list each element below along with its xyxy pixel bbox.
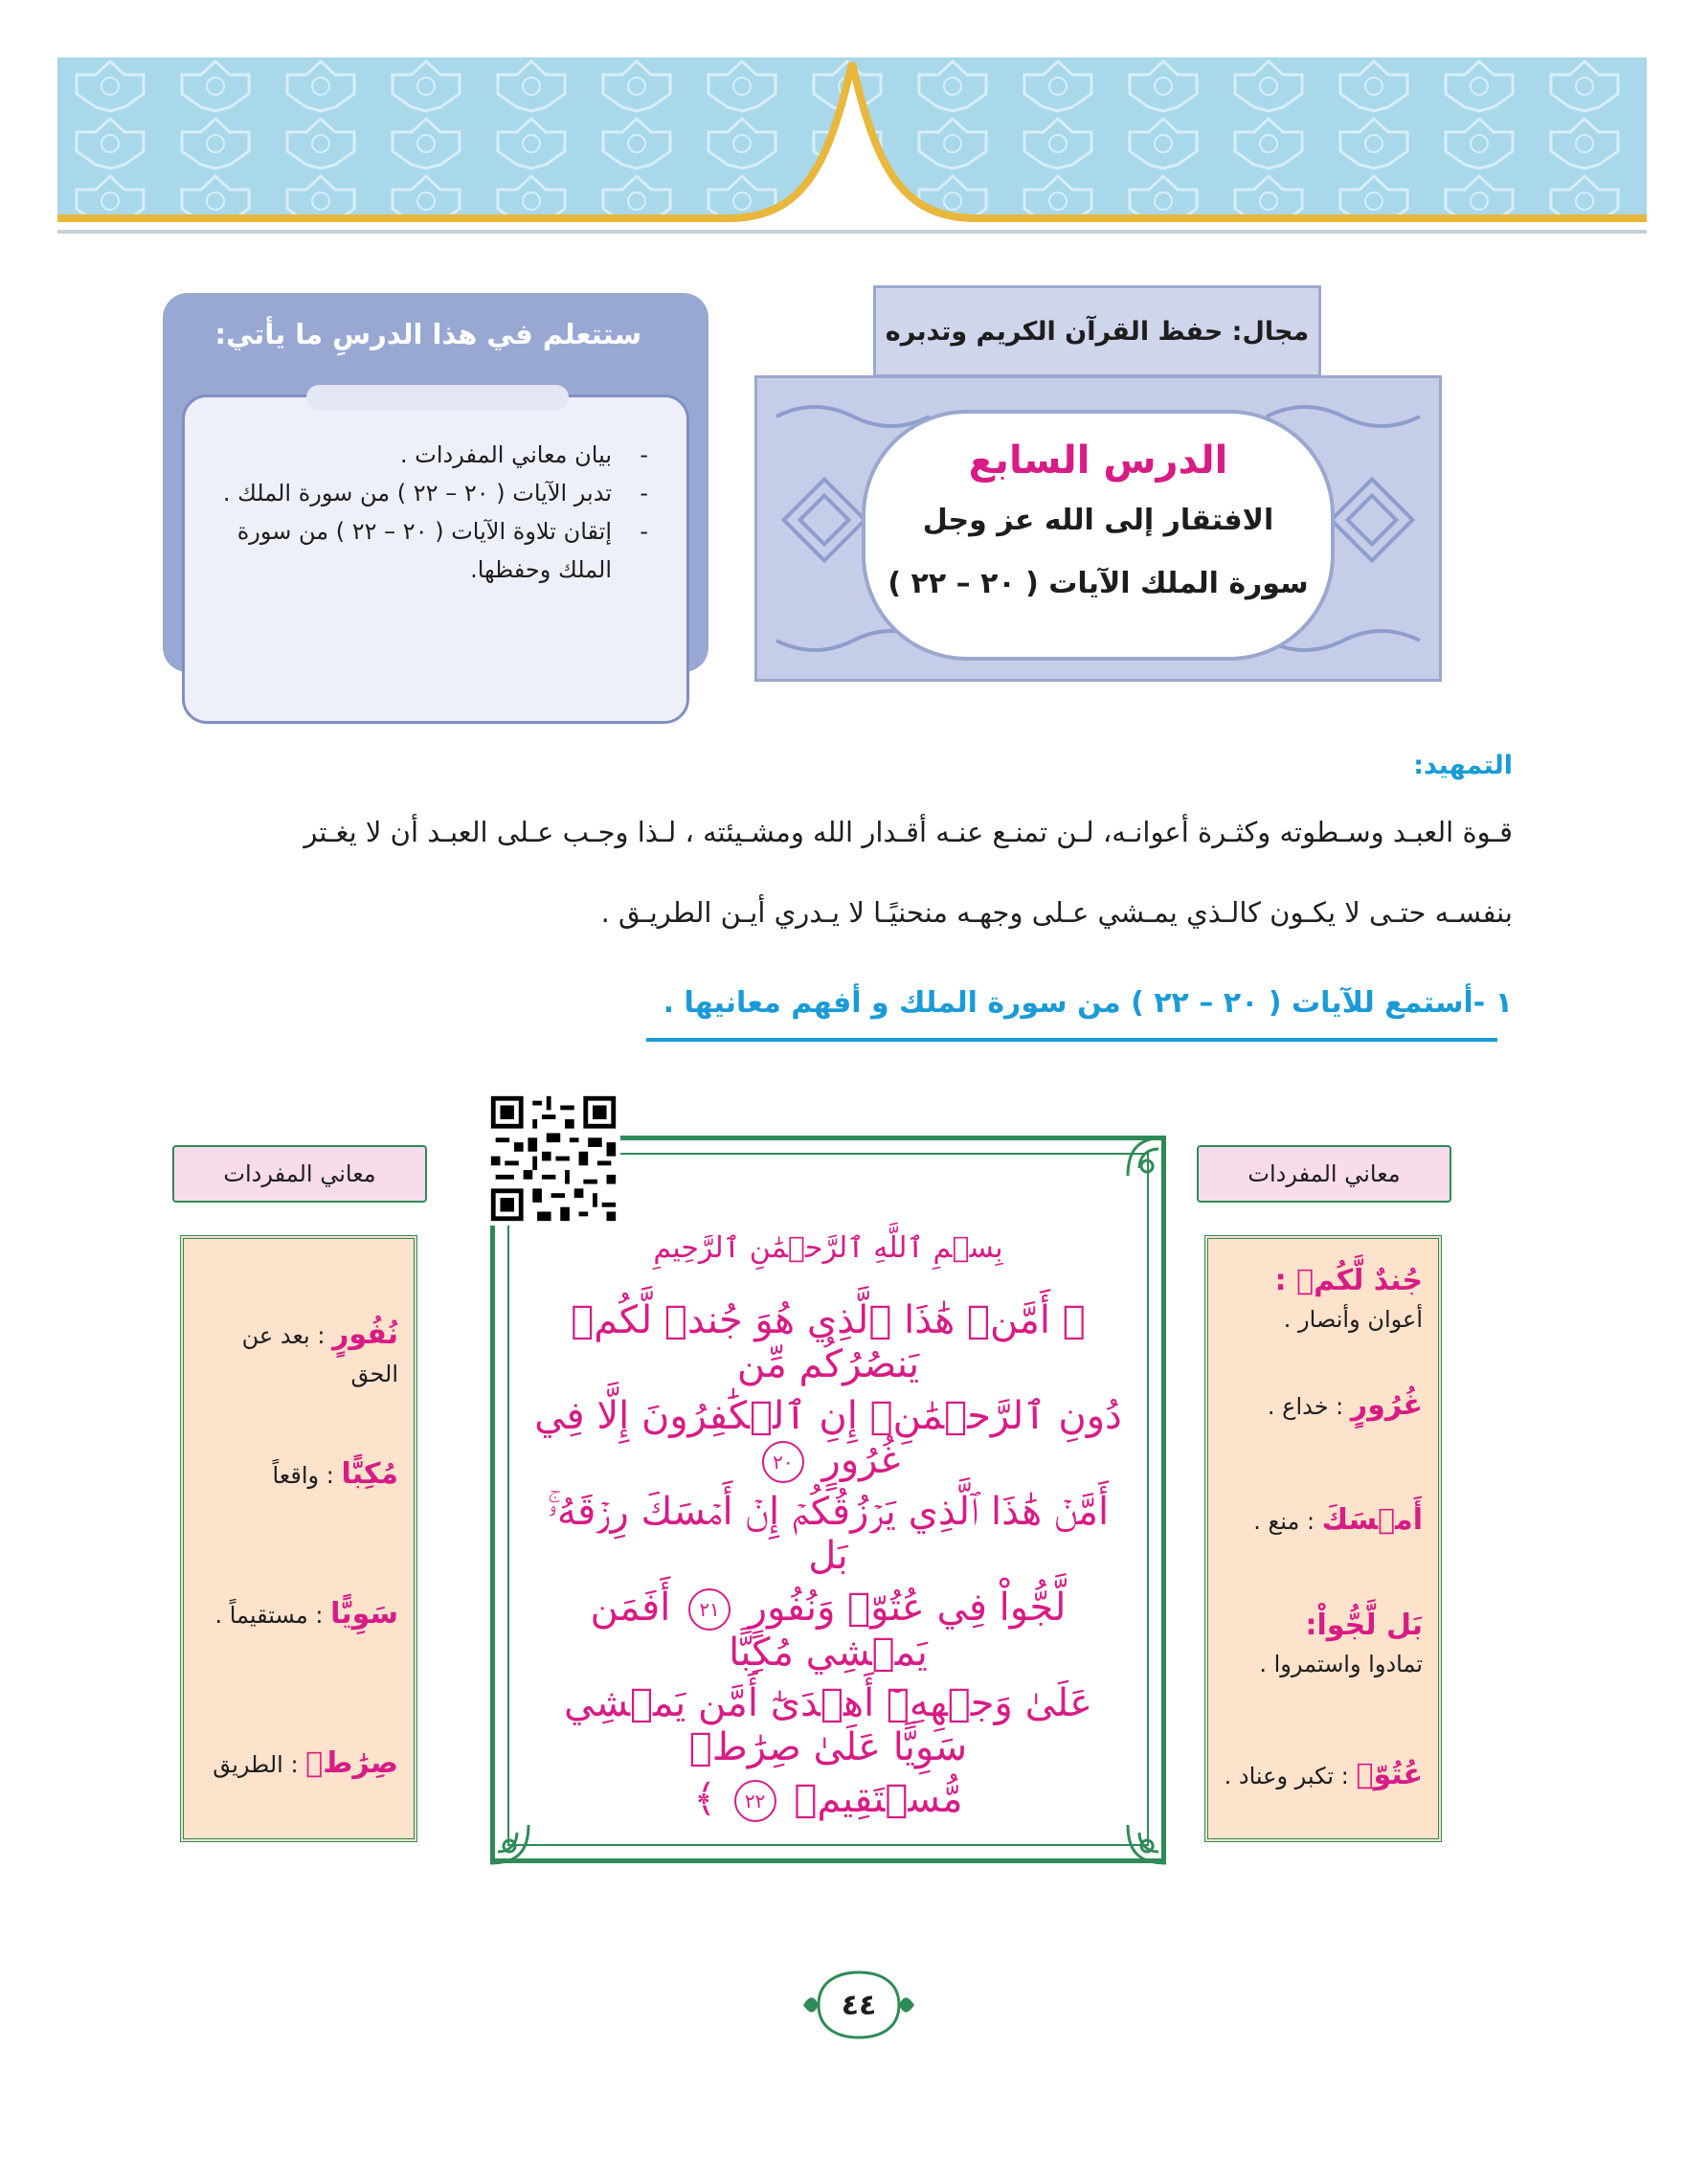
corner-swirl-icon <box>483 1817 536 1871</box>
meaning-definition: : واقعاً <box>272 1462 334 1489</box>
meaning-item <box>193 1745 398 1784</box>
verse-line: عَلَىٰ وَجۡهِهِۦٓ أَهۡدَىٰٓ أَمَّن يَمۡشِي سَوِيًّا عَلَىٰ صِرَٰطٖ <box>563 1681 1093 1769</box>
section-heading: ١ -أستمع للآيات ( ٢٠ – ٢٢ ) من سورة الملك و أفهم معانيها . <box>663 986 1513 1020</box>
meaning-word: غُرُورٍ <box>1350 1388 1423 1422</box>
meanings-left-panel <box>180 1235 417 1842</box>
meaning-word: نُفُورٍ <box>332 1317 398 1351</box>
meaning-definition: : منع . <box>1253 1508 1315 1535</box>
meaning-word: صِرَٰطٖ <box>305 1746 398 1780</box>
section-underline <box>646 1038 1497 1042</box>
meaning-word: عُتُوّٖ <box>1356 1758 1423 1791</box>
corner-swirl-icon <box>1120 1817 1174 1871</box>
verse-line: ﴿ أَمَّنۡ هَٰذَا ٱلَّذِي هُوَ جُندٞ لَّكُمۡ يَنصُرُكُم مِّن <box>571 1298 1086 1386</box>
field-label: مجال: حفظ القرآن الكريم وتدبره <box>885 316 1310 347</box>
meaning-item <box>1218 1262 1423 1339</box>
lesson-topic: الافتقار إلى الله عز وجل <box>922 504 1274 537</box>
basmala: بِسۡمِ ٱللَّهِ ٱلرَّحۡمَٰنِ ٱلرَّحِيمِ <box>653 1231 1003 1265</box>
ayah-number-badge: ٢٢ <box>734 1780 776 1822</box>
intro-title: التمهيد: <box>1413 751 1513 780</box>
meanings-right-header <box>1197 1145 1451 1203</box>
meaning-definition: تمادوا واستمروا . <box>1259 1651 1423 1677</box>
verse-line <box>525 1586 1132 1675</box>
lesson-title-card <box>862 410 1335 661</box>
verse-line <box>525 1777 1132 1822</box>
header-banner <box>57 57 1647 239</box>
meaning-item <box>1218 1756 1423 1795</box>
meaning-word: أَمۡسَكَ <box>1321 1503 1423 1537</box>
meanings-left-header <box>172 1145 427 1203</box>
corner-swirl-icon <box>1120 1130 1174 1183</box>
qr-code[interactable] <box>486 1092 620 1226</box>
meaning-item <box>193 1455 398 1495</box>
objective-item: - إتقان تلاوة الآيات ( ٢٠ – ٢٢ ) من سورة الملك وحفظها. <box>210 512 652 589</box>
objective-item: - بيان معاني المفردات . <box>210 436 652 474</box>
objectives-list-panel <box>182 394 689 724</box>
lesson-surah: سورة الملك الآيات ( ٢٠ – ٢٢ ) <box>888 567 1309 600</box>
objectives-box <box>163 293 708 672</box>
verse-line <box>525 1394 1132 1483</box>
verse-line: أَمَّنۡ هَٰذَا ٱلَّذِي يَرۡزُقُكُمۡ إِنۡ أَمۡسَكَ رِزۡقَهُۥۚ بَل <box>547 1490 1110 1578</box>
page-number: ٤٤ <box>841 1988 877 2022</box>
ayah-number-badge: ٢١ <box>688 1588 730 1631</box>
verse-text: مُّسۡتَقِيمٖ <box>794 1777 963 1821</box>
meaning-item <box>1218 1386 1423 1426</box>
verse-text: دُونِ ٱلرَّحۡمَٰنِۚ إِنِ ٱلۡكَٰفِرُونَ إِلَّا فِي غُرُورٍ <box>534 1394 1122 1482</box>
objectives-tab <box>306 385 569 410</box>
meanings-header-label: معاني المفردات <box>223 1160 376 1187</box>
objectives-list <box>210 436 652 589</box>
meaning-item <box>1218 1501 1423 1541</box>
meaning-definition: : الطريق <box>213 1751 299 1778</box>
intro-text-line: بنفسـه حتـى لا يكـون كالـذي يمـشي عـلى وجهـه منحنيًـا لا يـدري أيـن الطريـق . <box>600 896 1513 929</box>
meaning-word: جُندٌ لَّكُمۡ : <box>1274 1264 1423 1297</box>
objective-item: - تدبر الآيات ( ٢٠ – ٢٢ ) من سورة الملك . <box>210 474 652 512</box>
field-label-box <box>873 285 1321 377</box>
meaning-definition: : مستقيماً . <box>214 1602 324 1629</box>
meaning-word: مُكِبًّا <box>341 1457 398 1491</box>
verse-text: لَّجُّواْ فِي عُتُوّٖ وَنُفُورٍ <box>748 1586 1067 1630</box>
intro-text-line: قـوة العبـد وسـطوته وكثـرة أعوانـه، لـن تمنـع عنـه أقـدار الله ومشـيئته ، لـذا وجـب عـلى العبـد أن لا يغـتر <box>303 816 1513 848</box>
verse-close-bracket: ﴾ <box>693 1777 716 1821</box>
meaning-definition: أعوان وأنصار . <box>1283 1306 1423 1333</box>
meaning-item <box>193 1595 398 1634</box>
meaning-item <box>193 1316 398 1393</box>
meaning-definition: : بعد عن الحق <box>241 1322 398 1387</box>
objectives-title: ستتعلم في هذا الدرسِ ما يأتي: <box>214 318 641 350</box>
verse-text: أَفَمَن يَمۡشِي مُكِبًّا <box>590 1586 928 1675</box>
ayah-number-badge: ٢٠ <box>762 1441 804 1483</box>
meanings-header-label: معاني المفردات <box>1247 1160 1401 1187</box>
meaning-word: بَل لَّجُّواْ: <box>1305 1609 1423 1642</box>
lesson-number: الدرس السابع <box>968 439 1228 483</box>
meanings-right-panel <box>1204 1235 1442 1842</box>
meaning-definition: : خداع . <box>1267 1393 1344 1420</box>
meaning-definition: : تكبر وعناد . <box>1224 1763 1349 1790</box>
meaning-word: سَوِيًّا <box>330 1597 398 1631</box>
meaning-item <box>1218 1607 1423 1683</box>
